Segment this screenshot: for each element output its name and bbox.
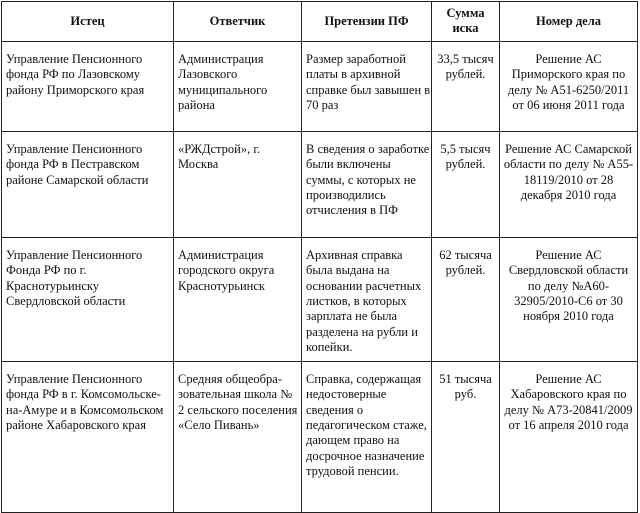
cell-case: Решение АС Свердловской области по делу №А60-32905/2010-С6 от 30 ноября 2010 года [500,237,638,361]
cell-plaintiff: Управление Пенсионного фонда РФ в Пестравском районе Самарской области [2,131,174,237]
cell-claim: Архивная справка была выдана на основании расчетных листков, в которых зарплата не была разделена на рубли и копейки. [302,237,432,361]
cell-claim: Справка, содержащая недостоверные сведения о педагогическом стаже, дающем право на досрочное назначение трудовой пенсии. [302,361,432,512]
header-row [2,2,638,42]
cell-claim: Размер заработной платы в архивной справке был завышен в 70 раз [302,41,432,131]
header-defendant: Ответчик [174,2,302,42]
header-case: Номер дела [500,2,638,42]
cell-defendant: «РЖДстрой», г. Москва [174,131,302,237]
cell-claim: В сведения о заработке были включены суммы, с которых не производились отчисления в ПФ [302,131,432,237]
cell-case: Решение АС Приморского края по делу № А51-6250/2011 от 06 июня 2011 года [500,41,638,131]
cell-defendant: Администрация Лазовского муниципального района [174,41,302,131]
header-amount: Сумма иска [432,2,500,42]
table-row [2,361,638,512]
header-plaintiff: Истец [2,2,174,42]
cell-amount: 62 тысяча рублей. [432,237,500,361]
cell-amount: 5,5 тысяч рублей. [432,131,500,237]
cell-amount: 33,5 тысяч рублей. [432,41,500,131]
header-claim: Претензии ПФ [302,2,432,42]
table-row [2,131,638,237]
cell-defendant: Средняя общеобра-зовательная школа № 2 сельского поселения «Село Пивань» [174,361,302,512]
table-row [2,237,638,361]
cell-case: Решение АС Хабаровского края по делу № А73-20841/2009 от 16 апреля 2010 года [500,361,638,512]
court-cases-table [1,1,638,513]
cell-plaintiff: Управление Пенсионного фонда РФ в г. Комсомольске-на-Амуре и в Комсомольском районе Хабаровского края [2,361,174,512]
cell-plaintiff: Управление Пенсионного фонда РФ по Лазовскому району Приморского края [2,41,174,131]
cell-plaintiff: Управление Пенсионного Фонда РФ по г. Краснотурьинску Свердловской области [2,237,174,361]
cell-amount: 51 тысяча руб. [432,361,500,512]
cell-case: Решение АС Самарской области по делу № А55-18119/2010 от 28 декабря 2010 года [500,131,638,237]
cell-defendant: Администрация городского округа Краснотурьинск [174,237,302,361]
table-row [2,41,638,131]
